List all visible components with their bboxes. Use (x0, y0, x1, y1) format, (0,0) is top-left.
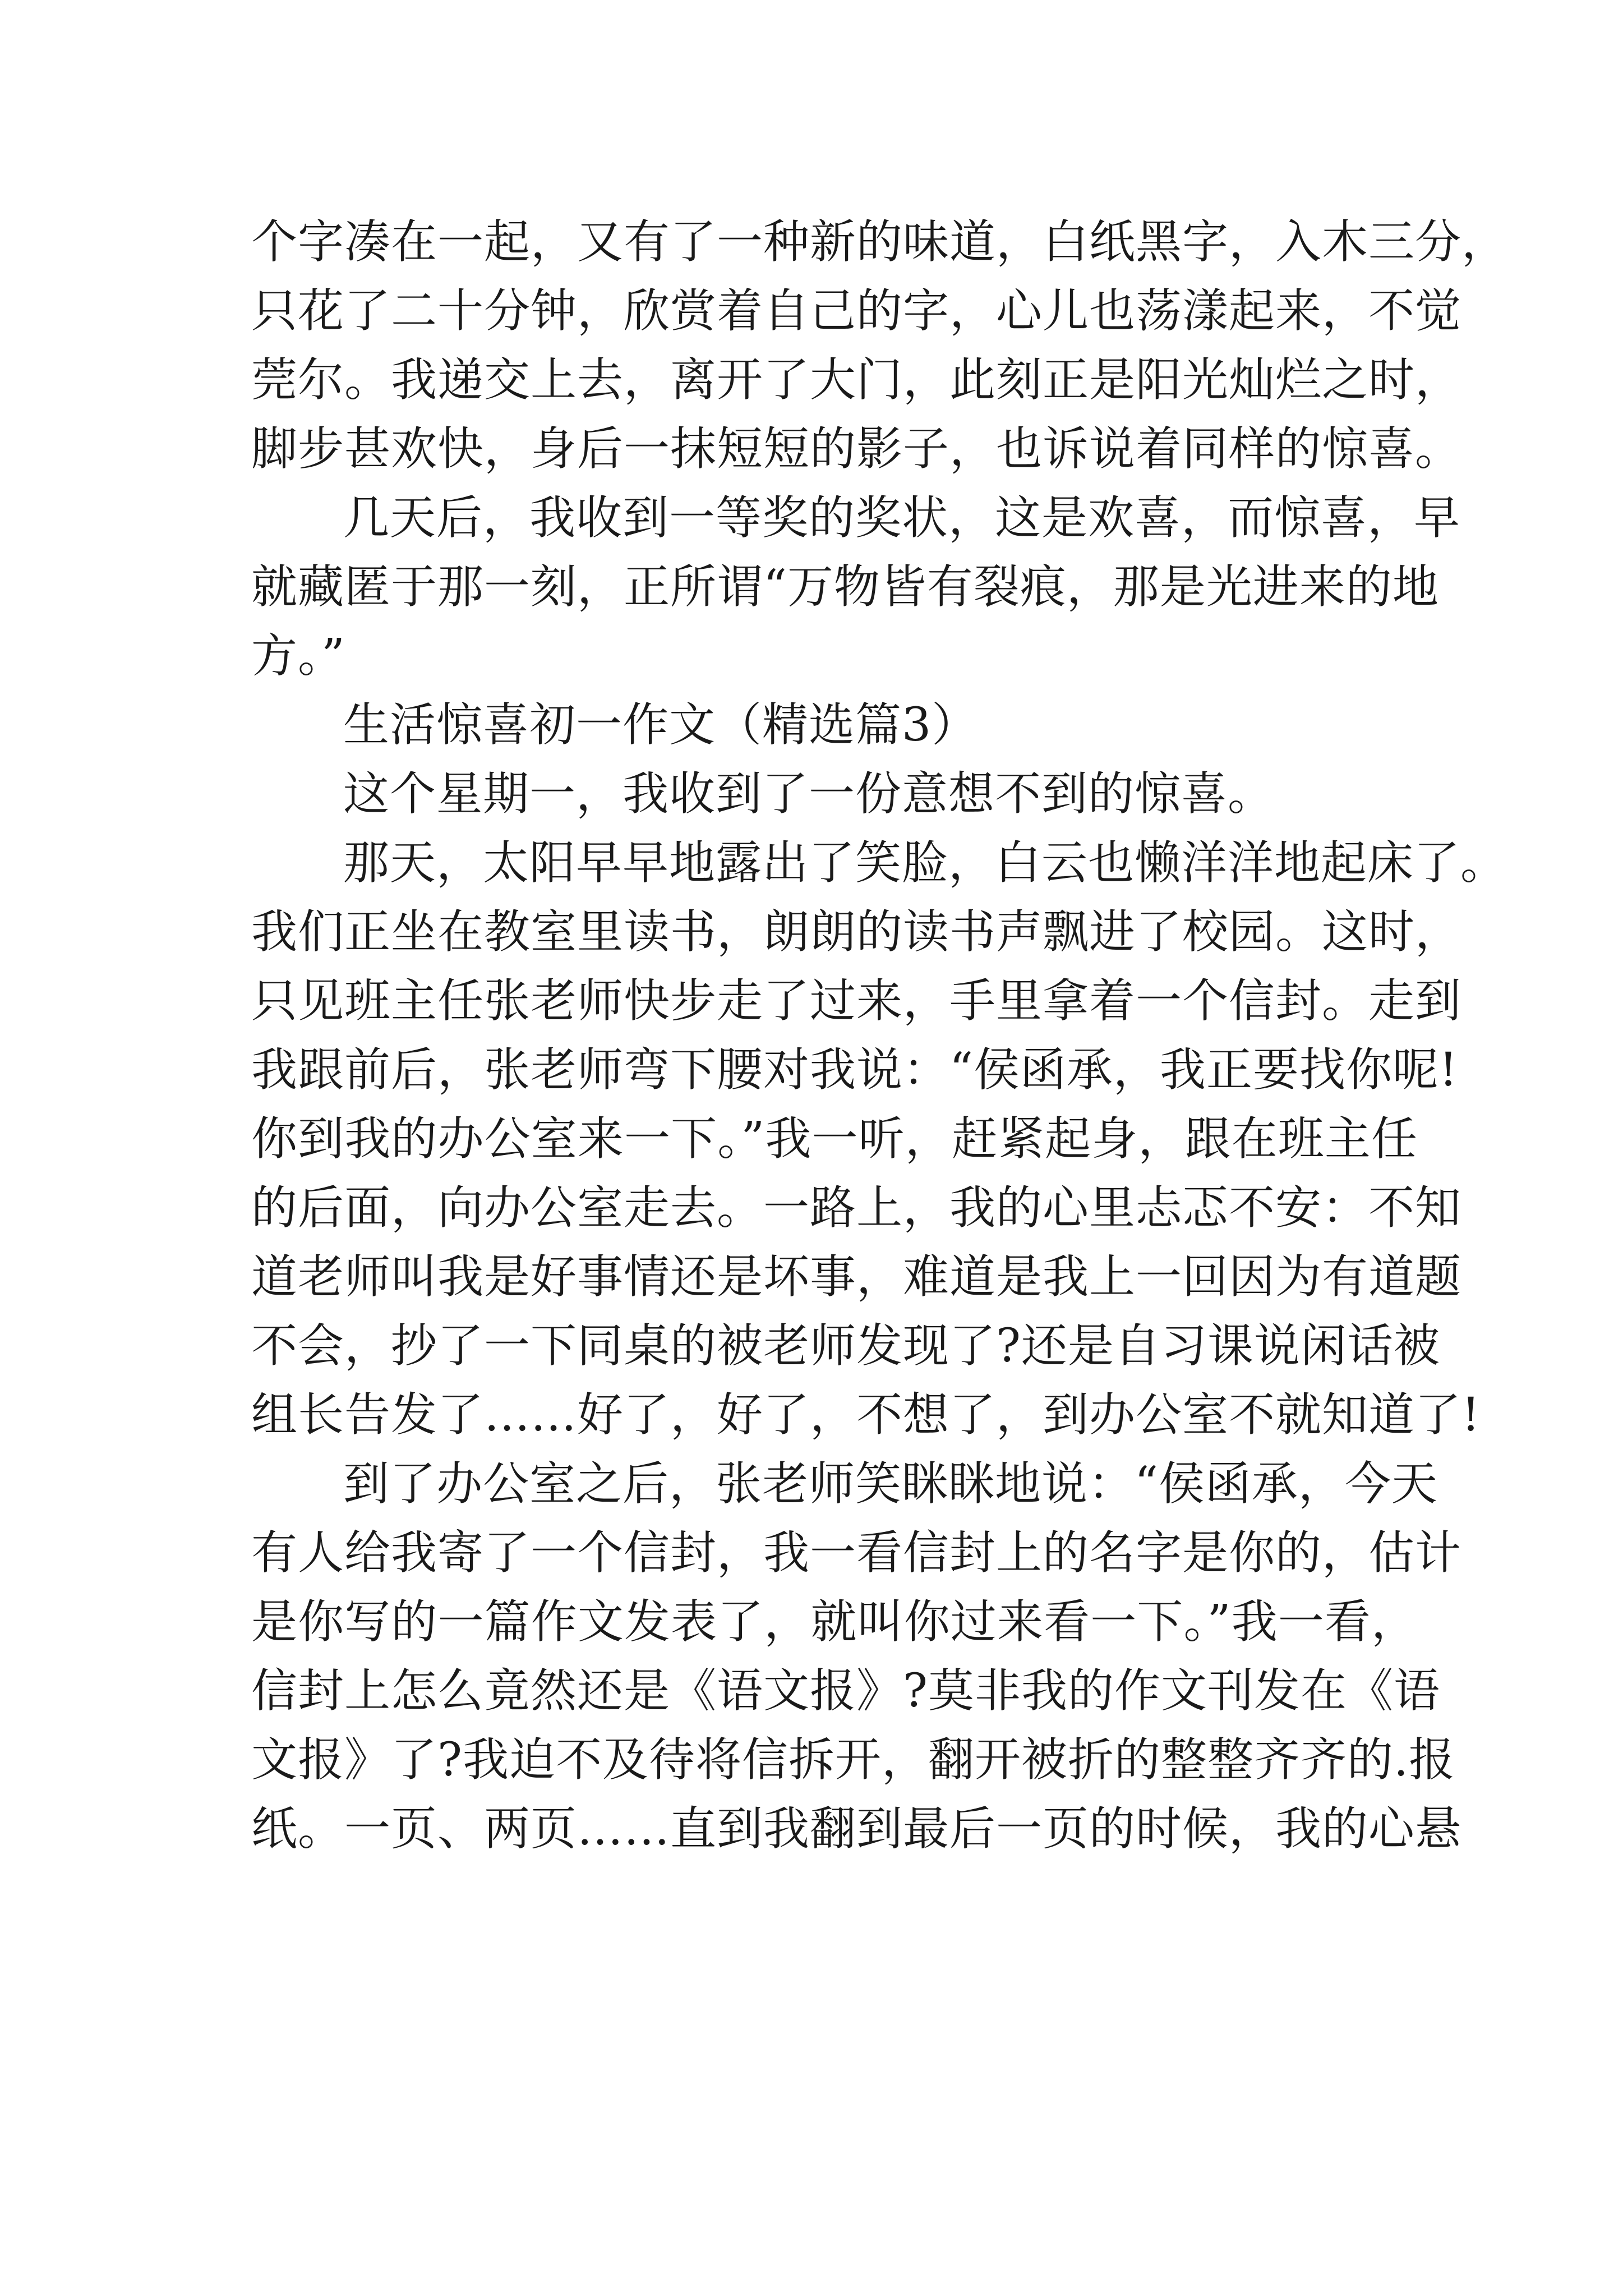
text-line: 信封上怎么竟然还是《语文报》?莫非我的作文刊发在《语 (251, 1664, 1440, 1718)
text-line: 只花了二十分钟，欣赏着自己的字，心儿也荡漾起来，不觉 (251, 284, 1462, 338)
text-line: 不会，抄了一下同桌的被老师发现了?还是自习课说闲话被 (251, 1319, 1440, 1373)
paragraph-first-line: 这个星期一，我收到了一份意想不到的惊喜。 (343, 767, 1275, 821)
text-line: 的后面，向办公室走去。一路上，我的心里忐忑不安：不知 (251, 1181, 1462, 1235)
text-line: 我们正坐在教室里读书，朗朗的读书声飘进了校园。这时， (251, 905, 1462, 959)
text-line: 文报》了?我迫不及待将信拆开，翻开被折的整整齐齐的.报 (251, 1733, 1456, 1787)
text-line: 个字凑在一起，又有了一种新的味道，白纸黑字，入木三分， (251, 215, 1509, 269)
paragraph-first-line: 几天后，我收到一等奖的奖状，这是欢喜，而惊喜，早 (343, 491, 1461, 545)
text-line: 道老师叫我是好事情还是坏事，难道是我上一回因为有道题 (251, 1250, 1462, 1304)
text-line: 我跟前后，张老师弯下腰对我说：“侯函承，我正要找你呢! (251, 1043, 1458, 1097)
text-line: 莞尔。我递交上去，离开了大门，此刻正是阳光灿烂之时， (251, 353, 1462, 407)
text-line: 是你写的一篇作文发表了，就叫你过来看一下。”我一看， (251, 1595, 1418, 1649)
text-line: 有人给我寄了一个信封，我一看信封上的名字是你的，估计 (251, 1526, 1462, 1580)
text-line: 只见班主任张老师快步走了过来，手里拿着一个信封。走到 (251, 974, 1462, 1028)
text-line: 脚步甚欢快，身后一抹短短的影子，也诉说着同样的惊喜。 (251, 422, 1462, 476)
paragraph-first-line: 到了办公室之后，张老师笑眯眯地说：“侯函承，今天 (343, 1457, 1438, 1511)
text-line: 你到我的办公室来一下。”我一听，赶紧起身，跟在班主任 (251, 1112, 1418, 1166)
text-line: 方。” (251, 629, 345, 683)
text-line: 组长告发了……好了，好了，不想了，到办公室不就知道了! (251, 1388, 1481, 1442)
paragraph-first-line: 那天，太阳早早地露出了笑脸，白云也懒洋洋地起床了。 (343, 836, 1507, 890)
body-text (251, 208, 1509, 1864)
section-heading: 生活惊喜初一作文（精选篇3） (343, 698, 979, 752)
text-line: 纸。一页、两页……直到我翻到最后一页的时候，我的心悬 (251, 1802, 1462, 1856)
text-line: 就藏匿于那一刻，正所谓“万物皆有裂痕，那是光进来的地 (251, 560, 1439, 614)
